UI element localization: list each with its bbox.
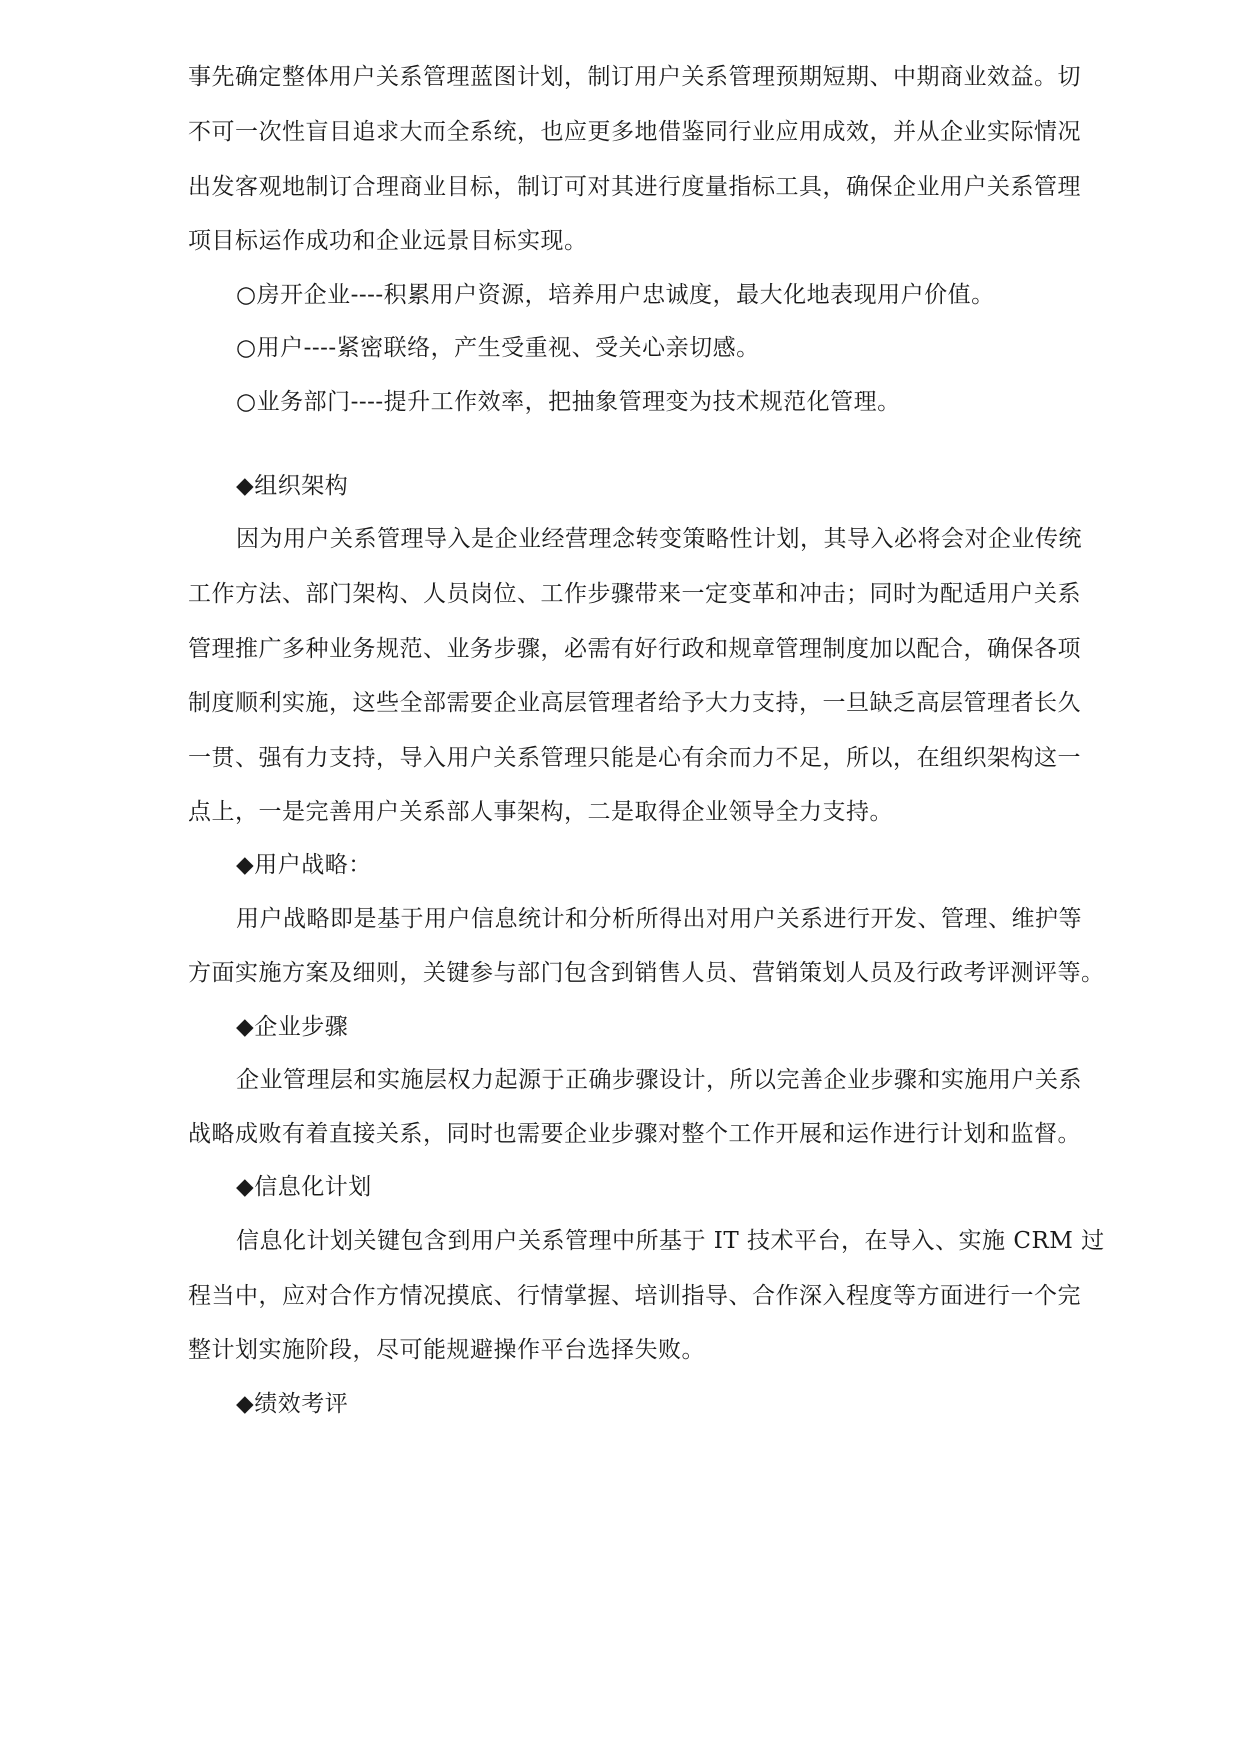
paragraph-line: 制度顺利实施，这些全部需要企业高层管理者给予大力支持，一旦缺乏高层管理者长久	[188, 690, 1081, 716]
paragraph-line: 出发客观地制订合理商业目标，制订可对其进行度量指标工具，确保企业用户关系管理	[188, 174, 1081, 200]
bullet-item: ○房开企业----积累用户资源，培养用户忠诚度，最大化地表现用户价值。	[236, 282, 995, 308]
paragraph-line: 战略成败有着直接关系，同时也需要企业步骤对整个工作开展和运作进行计划和监督。	[188, 1121, 1081, 1147]
paragraph-line: 项目标运作成功和企业远景目标实现。	[188, 228, 588, 254]
bullet-item: ○用户----紧密联络，产生受重视、受关心亲切感。	[236, 335, 760, 361]
paragraph-line: 因为用户关系管理导入是企业经营理念转变策略性计划，其导入必将会对企业传统	[236, 526, 1082, 552]
paragraph-line: 方面实施方案及细则，关键参与部门包含到销售人员、营销策划人员及行政考评测评等。	[188, 960, 1105, 986]
section-heading: ◆组织架构	[236, 473, 349, 499]
section-heading: ◆绩效考评	[236, 1391, 349, 1417]
paragraph-line: 事先确定整体用户关系管理蓝图计划，制订用户关系管理预期短期、中期商业效益。切	[188, 64, 1081, 90]
paragraph-line: 企业管理层和实施层权力起源于正确步骤设计，所以完善企业步骤和实施用户关系	[236, 1067, 1082, 1093]
section-heading: ◆用户战略：	[236, 852, 372, 878]
paragraph-line: 程当中，应对合作方情况摸底、行情掌握、培训指导、合作深入程度等方面进行一个完	[188, 1283, 1081, 1309]
paragraph-line: 不可一次性盲目追求大而全系统，也应更多地借鉴同行业应用成效，并从企业实际情况	[188, 119, 1081, 145]
section-heading: ◆信息化计划	[236, 1174, 372, 1200]
bullet-item: ○业务部门----提升工作效率，把抽象管理变为技术规范化管理。	[236, 389, 901, 415]
paragraph-line: 用户战略即是基于用户信息统计和分析所得出对用户关系进行开发、管理、维护等	[236, 906, 1082, 932]
paragraph-line: 管理推广多种业务规范、业务步骤，必需有好行政和规章管理制度加以配合，确保各项	[188, 636, 1081, 662]
paragraph-line: 工作方法、部门架构、人员岗位、工作步骤带来一定变革和冲击；同时为配适用户关系	[188, 581, 1081, 607]
paragraph-line: 整计划实施阶段，尽可能规避操作平台选择失败。	[188, 1337, 705, 1363]
paragraph-line: 信息化计划关键包含到用户关系管理中所基于 IT 技术平台，在导入、实施 CRM 过	[236, 1228, 1105, 1254]
paragraph-line: 一贯、强有力支持，导入用户关系管理只能是心有余而力不足，所以，在组织架构这一	[188, 745, 1081, 771]
paragraph-line: 点上，一是完善用户关系部人事架构，二是取得企业领导全力支持。	[188, 799, 893, 825]
section-heading: ◆企业步骤	[236, 1014, 349, 1040]
